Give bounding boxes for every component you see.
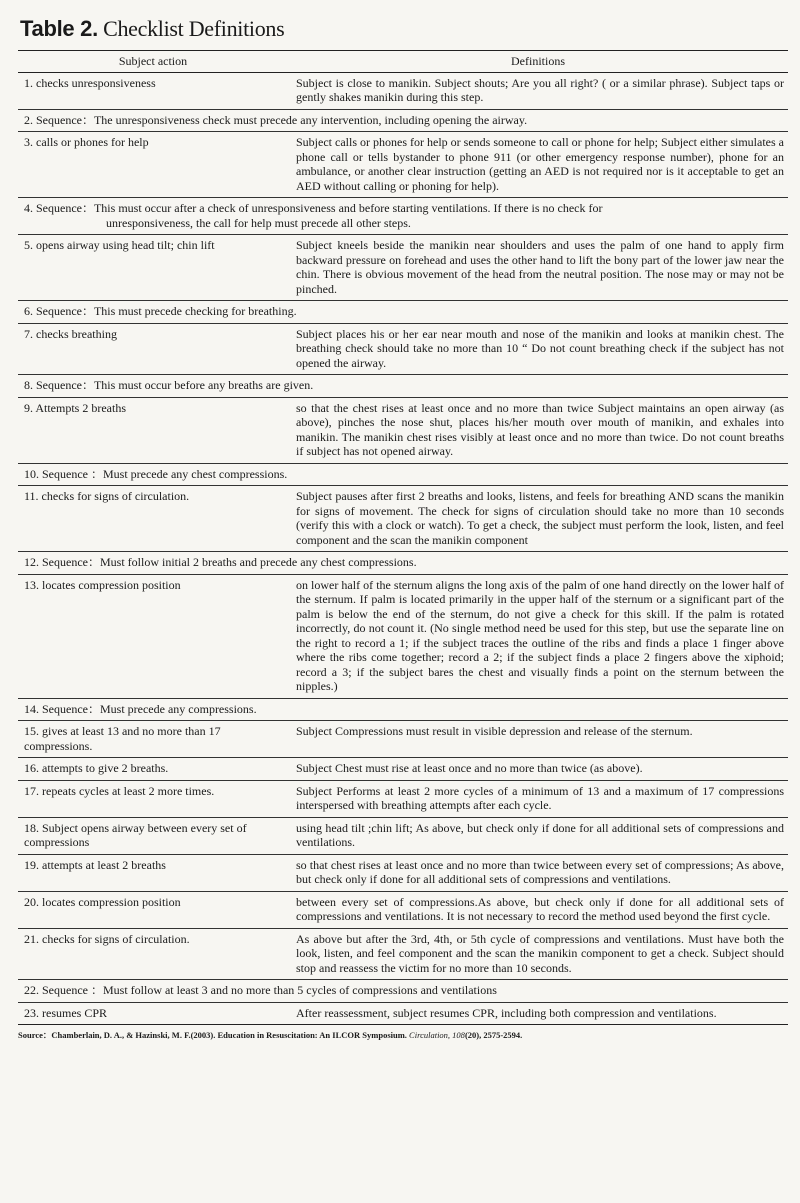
- table-row: [18, 235, 788, 301]
- header-definitions: Definitions: [288, 51, 788, 73]
- subject-action-cell: 19. attempts at least 2 breaths: [18, 854, 288, 891]
- table-row: [18, 132, 788, 198]
- definition-cell: Subject calls or phones for help or sends someone to call or phone for help; Subject either simulates a phone call or tells bystander to phone 911 (or other emergency response number), phone for an ambulance, or another clear instruction (getting an AED is not required nor is it acceptable to get an AED without calling or phoning for help).: [288, 132, 788, 198]
- table-row: [18, 891, 788, 928]
- subject-action-cell: 21. checks for signs of circulation.: [18, 928, 288, 980]
- table-row: [18, 397, 788, 463]
- sequence-row: [18, 463, 788, 486]
- definition-cell: Subject Chest must rise at least once and no more than twice (as above).: [288, 758, 788, 781]
- sequence-text: 12. Sequence：Must follow initial 2 breaths and precede any chest compressions.: [24, 555, 417, 569]
- table-row: [18, 323, 788, 375]
- table-row: [18, 72, 788, 109]
- table-row: [18, 817, 788, 854]
- definition-cell: After reassessment, subject resumes CPR, including both compression and ventilations.: [288, 1002, 788, 1025]
- sequence-cell: [18, 552, 788, 575]
- sequence-row: [18, 198, 788, 235]
- sequence-row: [18, 980, 788, 1003]
- table-row: [18, 1002, 788, 1025]
- sequence-text: 22. Sequence ：Must follow at least 3 and no more than 5 cycles of compressions and ventilations: [24, 983, 497, 997]
- subject-action-cell: 20. locates compression position: [18, 891, 288, 928]
- sequence-row: [18, 698, 788, 721]
- definition-cell: Subject kneels beside the manikin near shoulders and uses the palm of one hand to apply firm backward pressure on forehead and uses the other hand to lift the bony part of the lower jaw near the chin. There is obvious movement of the head from the neutral position. The nose may or may not be pinched.: [288, 235, 788, 301]
- sequence-text: 2. Sequence：The unresponsiveness check must precede any intervention, including opening the airway.: [24, 112, 528, 127]
- table-row: [18, 854, 788, 891]
- sequence-row: [18, 301, 788, 324]
- source-journal: Circulation, 108: [409, 1030, 465, 1040]
- source-suffix: (20), 2575-2594.: [464, 1030, 523, 1040]
- definition-cell: As above but after the 3rd, 4th, or 5th cycle of compressions and ventilations. Must have both the look, listen, and feel component and the scan the manikin component to get a check. Subject should stop and reassess the victim for no more than 10 seconds.: [288, 928, 788, 980]
- table-row: [18, 721, 788, 758]
- subject-action-cell: 1. checks unresponsiveness: [18, 72, 288, 109]
- sequence-cell: [18, 109, 788, 132]
- sequence-cell: [18, 698, 788, 721]
- table-row: [18, 574, 788, 698]
- sequence-text-continued: unresponsiveness, the call for help must precede all other steps.: [106, 215, 411, 230]
- sequence-cell: [18, 463, 788, 486]
- table-row: [18, 486, 788, 552]
- subject-action-cell: 5. opens airway using head tilt; chin lift: [18, 235, 288, 301]
- table-body: [18, 72, 788, 1025]
- table-row: [18, 928, 788, 980]
- subject-action-cell: 3. calls or phones for help: [18, 132, 288, 198]
- sequence-cell: [18, 980, 788, 1003]
- checklist-table: [18, 50, 788, 1025]
- source-prefix: Source：Chamberlain, D. A., & Hazinski, M. F.(2003). Education in Resuscitation: An ILCOR Symposium.: [18, 1030, 407, 1040]
- subject-action-cell: 18. Subject opens airway between every set of compressions: [18, 817, 288, 854]
- definition-cell: Subject pauses after first 2 breaths and looks, listens, and feels for breathing AND scans the manikin for signs of movement. The check for signs of circulation should take no more than 10 seconds (verify this with a clock or watch). To get a check, the subject must perform the look, listen, and feel component and the scan the manikin component: [288, 486, 788, 552]
- definition-cell: Subject Compressions must result in visible depression and release of the sternum.: [288, 721, 788, 758]
- header-subject-action: Subject action: [18, 51, 288, 73]
- table-header-row: [18, 51, 788, 73]
- definition-cell: Subject Performs at least 2 more cycles of a minimum of 13 and a maximum of 17 compressions interspersed with breathing attempts after each cycle.: [288, 780, 788, 817]
- sequence-text: 6. Sequence：This must precede checking for breathing.: [24, 304, 297, 318]
- sequence-text: 14. Sequence：Must precede any compressions.: [24, 701, 257, 716]
- sequence-text: 10. Sequence ：Must precede any chest compressions.: [24, 466, 288, 481]
- subject-action-cell: 7. checks breathing: [18, 323, 288, 375]
- subject-action-cell: 17. repeats cycles at least 2 more times.: [18, 780, 288, 817]
- definition-cell: so that chest rises at least once and no more than twice between every set of compressions; As above, but check only if done for all additional sets of compressions and ventilations.: [288, 854, 788, 891]
- sequence-text: 4. Sequence：This must occur after a check of unresponsiveness and before starting ventilations. If there is no check for: [24, 201, 603, 215]
- sequence-cell: [18, 301, 788, 324]
- definition-cell: using head tilt ;chin lift; As above, but check only if done for all additional sets of compressions and ventilations.: [288, 817, 788, 854]
- definition-cell: Subject is close to manikin. Subject shouts; Are you all right? ( or a similar phrase). Subject taps or gently shakes manikin during this step.: [288, 72, 788, 109]
- table-title-text: Checklist Definitions: [103, 16, 285, 41]
- table-row: [18, 758, 788, 781]
- subject-action-cell: 13. locates compression position: [18, 574, 288, 698]
- source-citation: [18, 1030, 784, 1040]
- sequence-cell: [18, 375, 788, 398]
- definition-cell: on lower half of the sternum aligns the long axis of the palm of one hand directly on the lower half of the sternum. If palm is located primarily in the upper half of the sternum or a significant part of the palm is below the end of the sternum, do not give a check for this skill. If the palm is rotated incorrectly, do not count it. (No single method need be used for this step, but use the separate line on the right to record a 1; if the subject traces the outline of the ribs and finds a place 1 finger above where the ribs come together; record a 2; if the subject finds a place 2 fingers above the xiphoid; record a 3; if the subject bares the chest and visually finds a point on the sternum between the nipples.): [288, 574, 788, 698]
- subject-action-cell: 23. resumes CPR: [18, 1002, 288, 1025]
- definition-cell: so that the chest rises at least once and no more than twice Subject maintains an open airway (as above), pinches the nose shut, places his/her mouth over mouth of manikin, and exhales into manikin. The manikin chest rises visibly at least once and no more than twice. Do not count breaths if subject has not opened airway.: [288, 397, 788, 463]
- subject-action-cell: 15. gives at least 13 and no more than 17 compressions.: [18, 721, 288, 758]
- subject-action-cell: 16. attempts to give 2 breaths.: [18, 758, 288, 781]
- table-title: [20, 16, 784, 42]
- definition-cell: Subject places his or her ear near mouth and nose of the manikin and looks at manikin chest. The breathing check should take no more than 10 “ Do not count breathing check if the subject has not opened the airway.: [288, 323, 788, 375]
- sequence-cell: [18, 198, 788, 235]
- subject-action-cell: 9. Attempts 2 breaths: [18, 397, 288, 463]
- subject-action-cell: 11. checks for signs of circulation.: [18, 486, 288, 552]
- definition-cell: between every set of compressions.As above, but check only if done for all additional sets of compressions and ventilations. It is not necessary to record the method used beyond the first cycle.: [288, 891, 788, 928]
- sequence-row: [18, 109, 788, 132]
- sequence-row: [18, 552, 788, 575]
- table-row: [18, 780, 788, 817]
- table-number: Table 2.: [20, 16, 98, 41]
- sequence-row: [18, 375, 788, 398]
- sequence-text: 8. Sequence：This must occur before any breaths are given.: [24, 378, 314, 392]
